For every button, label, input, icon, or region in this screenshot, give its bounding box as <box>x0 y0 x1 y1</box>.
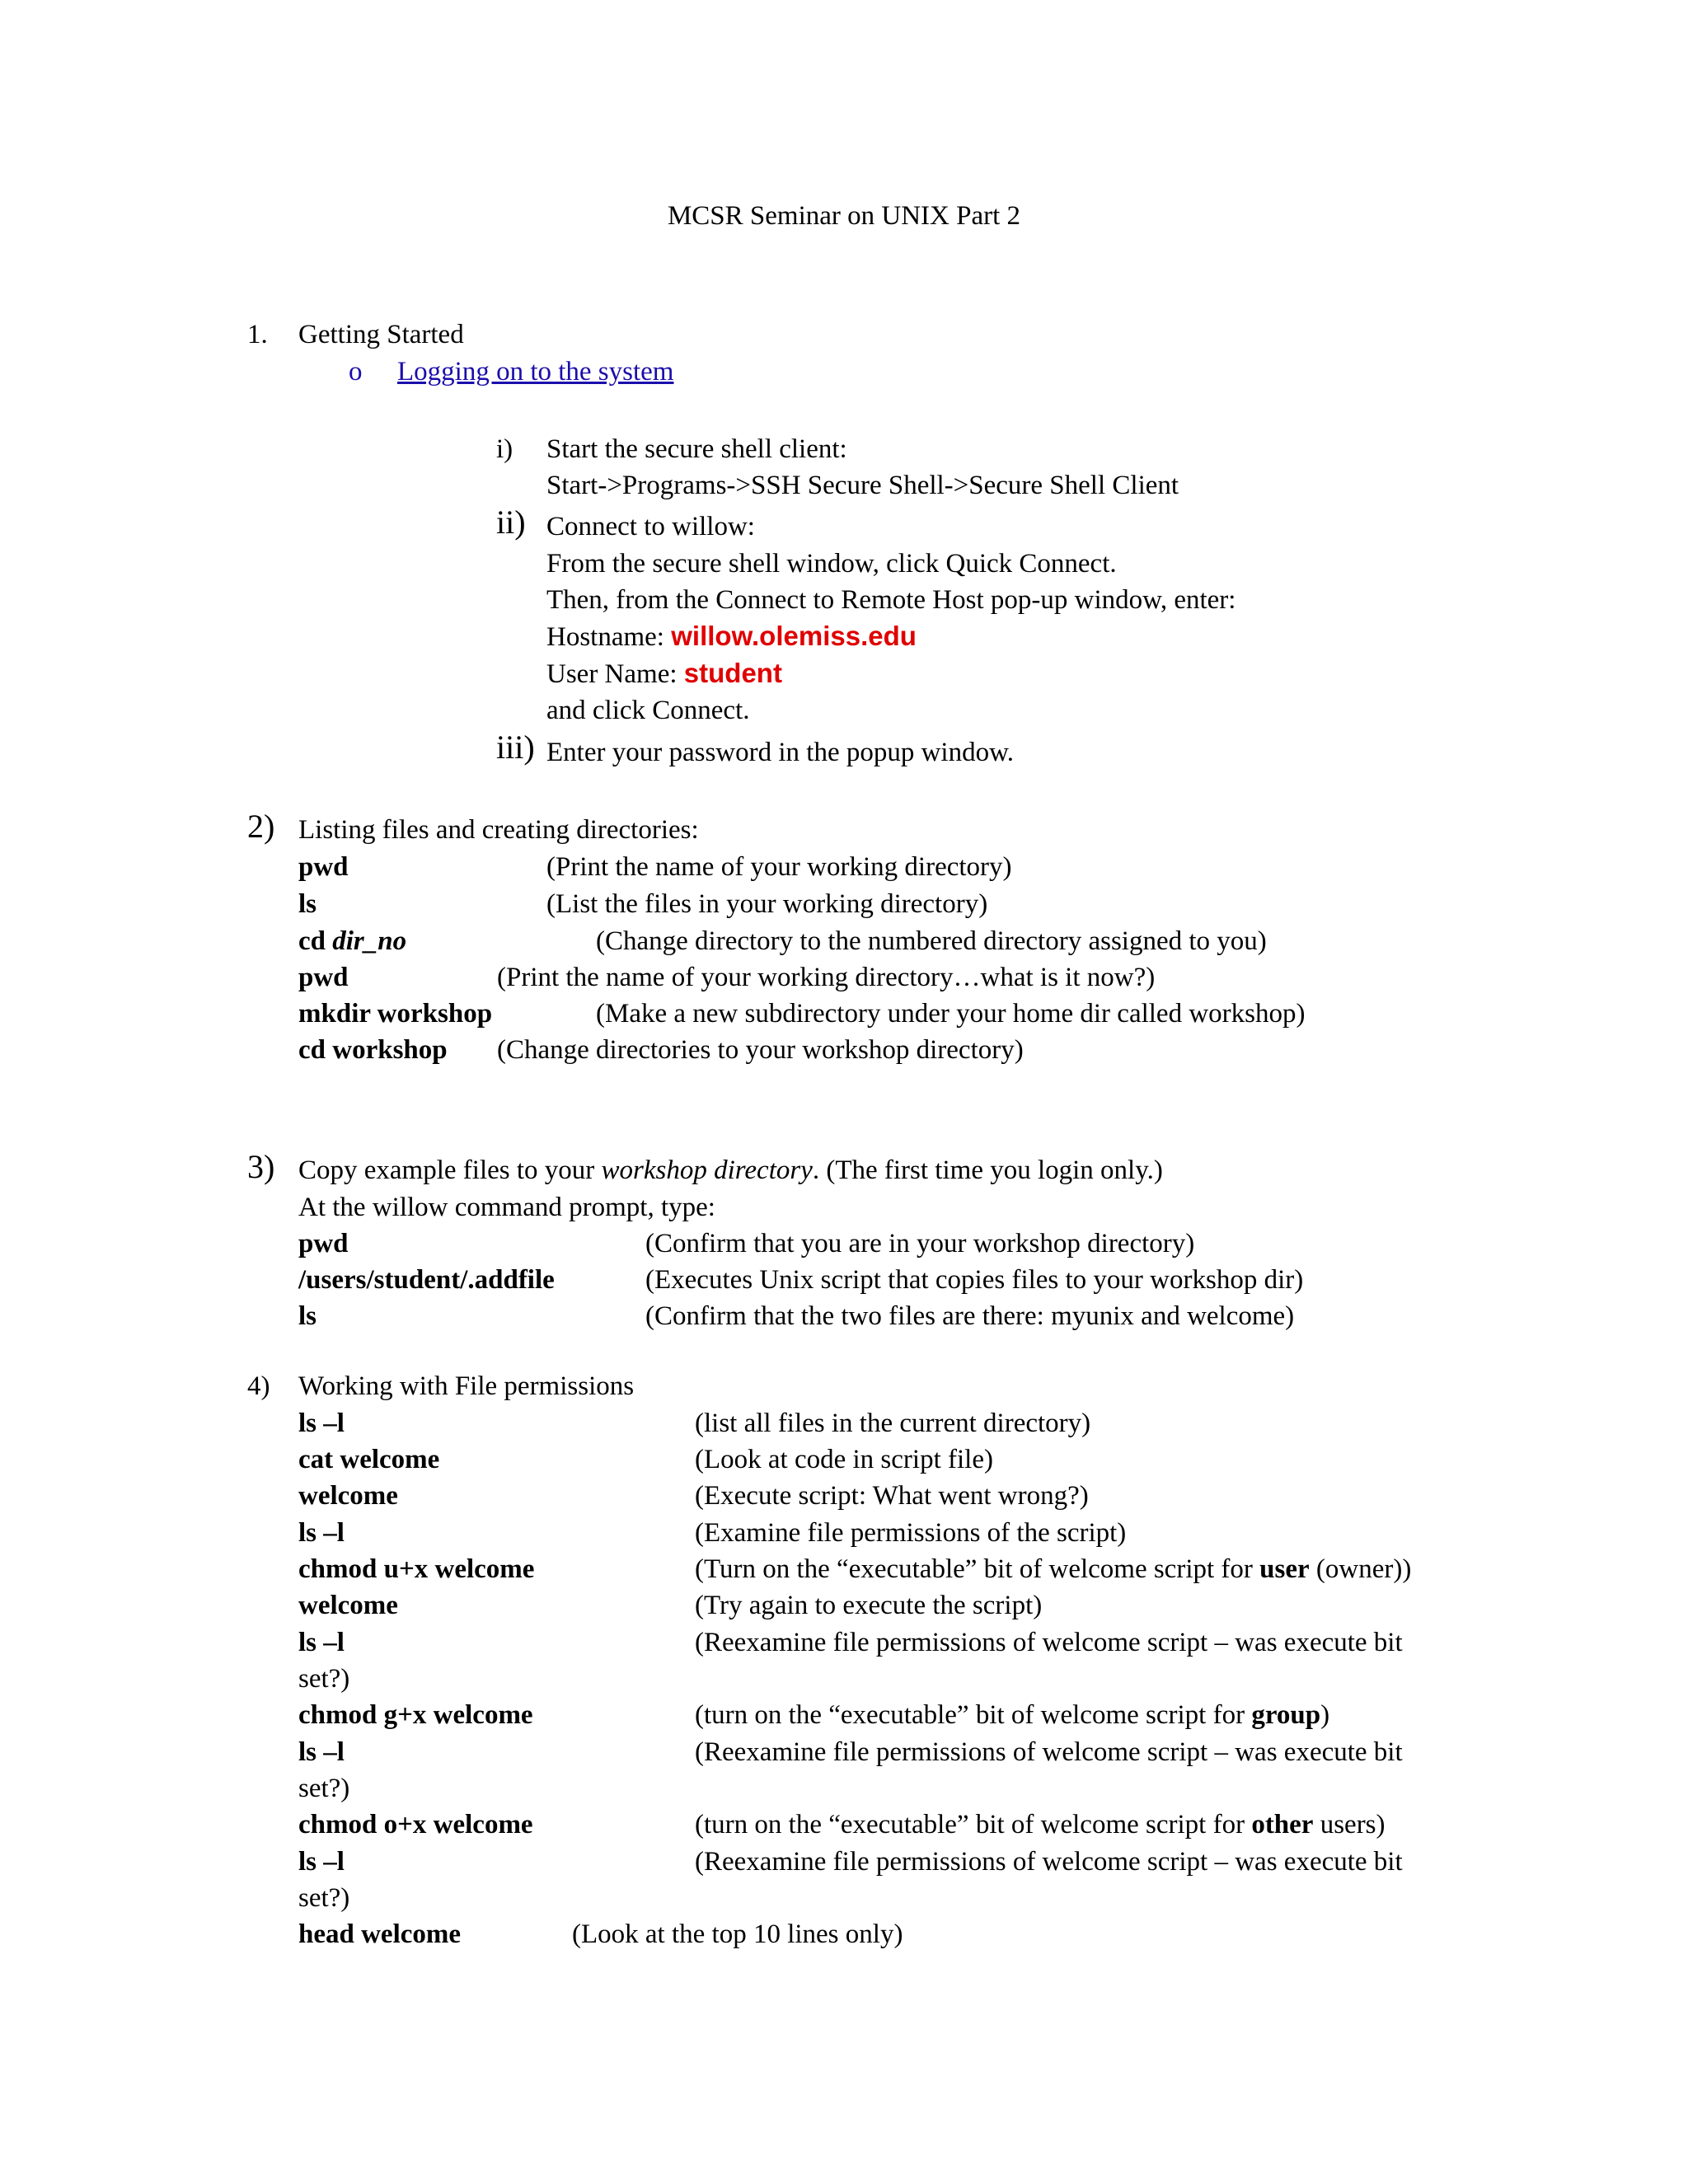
s4-desc-5-post: (owner)) <box>1309 1554 1412 1584</box>
s4-desc-10-pre: (turn on the “executable” bit of welcome script for <box>695 1810 1252 1840</box>
step-2-line-3: Then, from the Connect to Remote Host pop-up window, enter: <box>546 585 1236 615</box>
s4-desc-4: (Examine file permissions of the script) <box>695 1518 1127 1548</box>
s2-cmd-5: mkdir workshop <box>298 999 493 1029</box>
s4-desc-3: (Execute script: What went wrong?) <box>695 1481 1089 1511</box>
step-2-line-1: Connect to willow: <box>546 512 755 541</box>
username-label: User Name: <box>546 659 684 689</box>
s4-cmd-4: ls –l <box>298 1518 345 1548</box>
step-1-line-2: Start->Programs->SSH Secure Shell->Secure Shell Client <box>546 471 1179 500</box>
s4-desc-10-bold: other <box>1251 1810 1314 1840</box>
hostname-label: Hostname: <box>546 622 672 652</box>
step-2-number: ii) <box>496 504 526 541</box>
s2-desc-6: (Change directories to your workshop directory) <box>497 1035 1024 1065</box>
username-line <box>546 655 782 692</box>
section-2-heading: Listing files and creating directories: <box>298 815 699 845</box>
s4-cmd-7: ls –l <box>298 1628 345 1657</box>
s4-desc-5-pre: (Turn on the “executable” bit of welcome script for <box>695 1554 1260 1584</box>
s3-cmd-1: pwd <box>298 1229 349 1258</box>
s2-cmd-2: ls <box>298 889 317 919</box>
s4-cmd-12: head welcome <box>298 1919 462 1949</box>
s2-desc-3: (Change directory to the numbered directory assigned to you) <box>596 926 1267 956</box>
s2-cmd-3-text: cd <box>298 926 333 956</box>
s4-cmd-8: chmod g+x welcome <box>298 1700 533 1730</box>
step-1-line-1: Start the secure shell client: <box>546 434 847 464</box>
step-2-last-line: and click Connect. <box>546 696 750 725</box>
s3-desc-2: (Executes Unix script that copies files to your workshop dir) <box>645 1265 1304 1295</box>
step-3-number: iii) <box>496 729 535 766</box>
username-value: student <box>683 658 782 688</box>
s4-desc-8-bold: group <box>1251 1700 1321 1730</box>
section-3-subheading: At the willow command prompt, type: <box>298 1193 715 1222</box>
s4-desc-5 <box>695 1551 1411 1587</box>
s3-heading-italic: workshop directory <box>601 1155 813 1185</box>
s4-desc-8 <box>695 1697 1329 1733</box>
s4-wrap-11: set?) <box>298 1883 350 1913</box>
s2-desc-4: (Print the name of your working directory…what is it now?) <box>497 963 1156 992</box>
s2-cmd-6: cd workshop <box>298 1035 448 1065</box>
s2-desc-5: (Make a new subdirectory under your home dir called workshop) <box>596 999 1306 1029</box>
s4-desc-10-post: users) <box>1313 1810 1386 1840</box>
s2-cmd-4: pwd <box>298 963 349 992</box>
s4-desc-6: (Try again to execute the script) <box>695 1591 1043 1620</box>
s4-cmd-10: chmod o+x welcome <box>298 1810 533 1840</box>
s4-desc-2: (Look at code in script file) <box>695 1445 993 1474</box>
hostname-line <box>546 618 917 655</box>
s4-wrap-9: set?) <box>298 1774 350 1803</box>
page-title: MCSR Seminar on UNIX Part 2 <box>667 201 1021 231</box>
section-4-number: 4) <box>247 1371 270 1401</box>
step-3-line-1: Enter your password in the popup window. <box>546 738 1015 767</box>
s2-cmd-1: pwd <box>298 852 349 882</box>
step-2-line-2: From the secure shell window, click Quick Connect. <box>546 549 1117 579</box>
logging-on-link[interactable]: Logging on to the system <box>397 357 674 387</box>
section-1-heading: Getting Started <box>298 320 464 349</box>
s4-desc-8-pre: (turn on the “executable” bit of welcome script for <box>695 1700 1252 1730</box>
s4-cmd-6: welcome <box>298 1591 398 1620</box>
section-3-number: 3) <box>247 1148 275 1185</box>
s2-desc-2: (List the files in your working directory) <box>546 889 988 919</box>
s3-heading-pre: Copy example files to your <box>298 1155 602 1185</box>
s4-cmd-2: cat welcome <box>298 1445 440 1474</box>
s3-cmd-2: /users/student/.addfile <box>298 1265 555 1295</box>
bullet-icon: o <box>349 357 363 387</box>
s4-desc-7: (Reexamine file permissions of welcome script – was execute bit <box>695 1628 1403 1657</box>
s4-desc-1: (list all files in the current directory) <box>695 1408 1091 1438</box>
hostname-value: willow.olemiss.edu <box>671 621 917 651</box>
s4-wrap-7: set?) <box>298 1664 350 1694</box>
s4-desc-8-post: ) <box>1320 1700 1330 1730</box>
section-3-heading <box>298 1152 1163 1188</box>
s4-desc-5-bold: user <box>1259 1554 1310 1584</box>
step-1-number: i) <box>496 434 513 464</box>
s2-cmd-3 <box>298 923 406 959</box>
s3-desc-3: (Confirm that the two files are there: myunix and welcome) <box>645 1301 1295 1331</box>
section-1-number: 1. <box>247 320 268 349</box>
s3-heading-post: . (The first time you login only.) <box>812 1155 1163 1185</box>
s4-desc-10 <box>695 1807 1386 1843</box>
s4-cmd-11: ls –l <box>298 1847 345 1877</box>
s2-desc-1: (Print the name of your working directory) <box>546 852 1012 882</box>
s3-cmd-3: ls <box>298 1301 317 1331</box>
s3-desc-1: (Confirm that you are in your workshop directory) <box>645 1229 1195 1258</box>
section-2-number: 2) <box>247 808 275 845</box>
s4-cmd-5: chmod u+x welcome <box>298 1554 535 1584</box>
s4-cmd-9: ls –l <box>298 1737 345 1767</box>
s4-desc-11: (Reexamine file permissions of welcome script – was execute bit <box>695 1847 1403 1877</box>
s2-cmd-3-arg: dir_no <box>332 926 407 956</box>
s4-cmd-1: ls –l <box>298 1408 345 1438</box>
s4-desc-12: (Look at the top 10 lines only) <box>572 1919 903 1949</box>
s4-cmd-3: welcome <box>298 1481 398 1511</box>
section-4-heading: Working with File permissions <box>298 1371 635 1401</box>
s4-desc-9: (Reexamine file permissions of welcome script – was execute bit <box>695 1737 1403 1767</box>
